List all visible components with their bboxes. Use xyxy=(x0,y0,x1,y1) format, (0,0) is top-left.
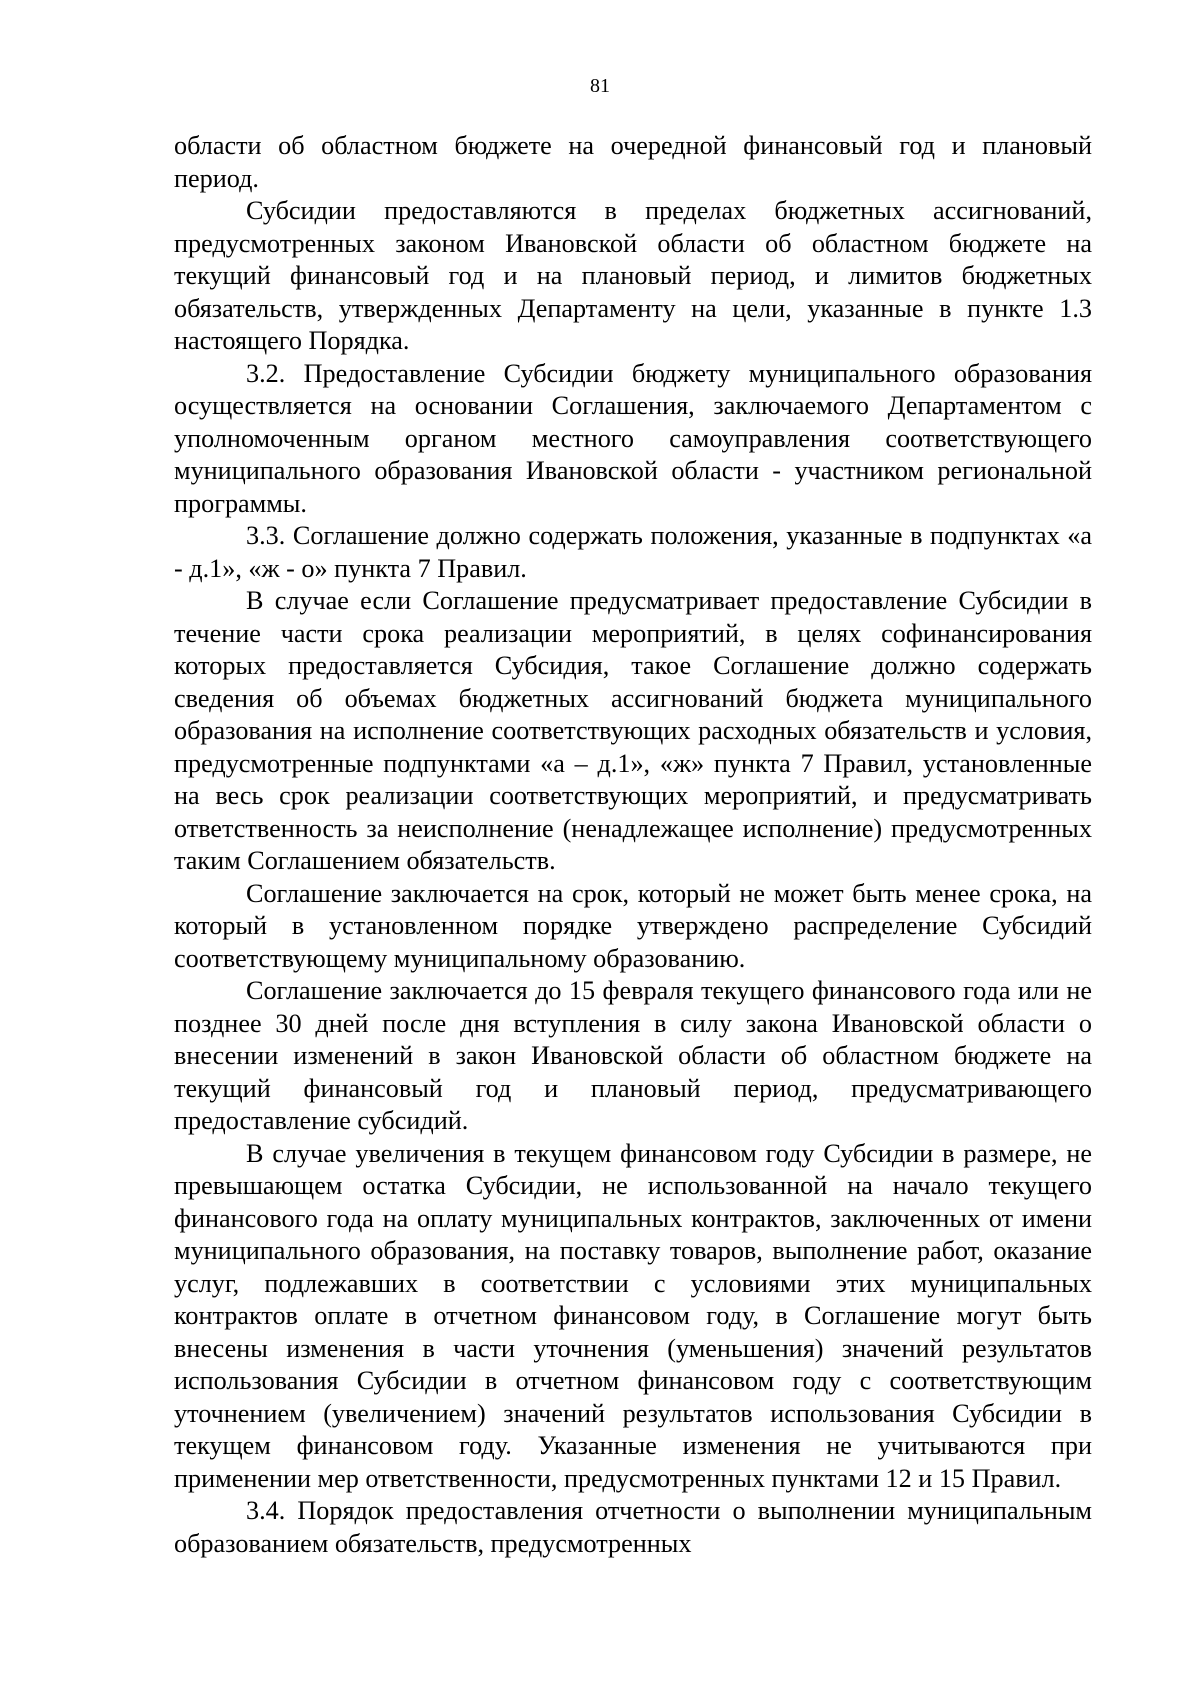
paragraph-3-3: 3.3. Соглашение должно содержать положения, указанные в подпунктах «а - д.1», «ж - о» пункта 7 Правил. xyxy=(174,521,1092,583)
document-body xyxy=(174,130,1092,1560)
paragraph-subsidy-limits: Субсидии предоставляются в пределах бюджетных ассигнований, предусмотренных законом Ивановской области об областном бюджете на текущий финансовый год и на плановый период, и лимитов бюджетных обязательств, утвержденных Департаменту на цели, указанные в пункте 1.3 настоящего Порядка. xyxy=(174,196,1092,355)
paragraph-agreement-term: Соглашение заключается на срок, который не может быть менее срока, на который в установленном порядке утверждено распределение Субсидий соответствующему муниципальному образованию. xyxy=(174,878,1092,973)
paragraph-3-2: 3.2. Предоставление Субсидии бюджету муниципального образования осуществляется на основании Соглашения, заключаемого Департаментом с уполномоченным органом местного самоуправления соответствующего муниципального образования Ивановской области - участником региональной программы. xyxy=(174,358,1092,518)
paragraph-continuation: области об областном бюджете на очередной финансовый год и плановый период. xyxy=(174,131,1092,193)
paragraph-agreement-deadline: Соглашение заключается до 15 февраля текущего финансового года или не позднее 30 дней после дня вступления в силу закона Ивановской области о внесении изменений в закон Ивановской области об областном бюджете на текущий финансовый год и плановый период, предусматривающего предоставление субсидий. xyxy=(174,976,1092,1135)
page-number: 81 xyxy=(590,75,610,97)
paragraph-partial-term: В случае если Соглашение предусматривает предоставление Субсидии в течение части срока реализации мероприятий, в целях софинансирования которых предоставляется Субсидия, такое Соглашение должно содержать сведения об объемах бюджетных ассигнований бюджета муниципального образования на исполнение соответствующих расходных обязательств и условия, предусмотренные подпунктами «а – д.1», «ж» пункта 7 Правил, установленные на весь срок реализации соответствующих мероприятий, и предусматривать ответственность за неисполнение (ненадлежащее исполнение) предусмотренных таким Соглашением обязательств. xyxy=(174,586,1092,875)
paragraph-3-4: 3.4. Порядок предоставления отчетности о выполнении муниципальным образованием обязательств, предусмотренных xyxy=(174,1496,1092,1558)
paragraph-subsidy-increase: В случае увеличения в текущем финансовом году Субсидии в размере, не превышающем остатка Субсидии, не использованной на начало текущего финансового года на оплату муниципальных контрактов, заключенных от имени муниципального образования, на поставку товаров, выполнение работ, оказание услуг, подлежавших в соответствии с условиями этих муниципальных контрактов оплате в отчетном финансовом году, в Соглашение могут быть внесены изменения в части уточнения (уменьшения) значений результатов использования Субсидии в отчетном финансовом году с соответствующим уточнением (увеличением) значений результатов использования Субсидии в текущем финансовом году. Указанные изменения не учитываются при применении мер ответственности, предусмотренных пунктами 12 и 15 Правил. xyxy=(174,1138,1092,1493)
